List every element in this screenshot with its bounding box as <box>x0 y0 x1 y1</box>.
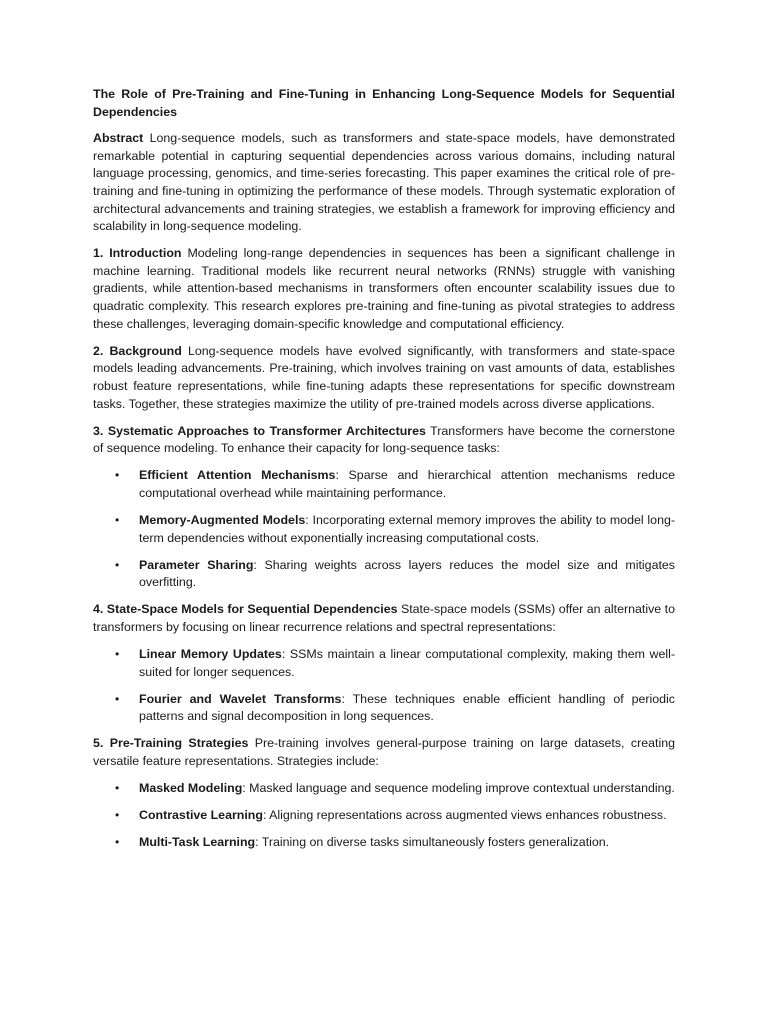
bullet-icon: • <box>115 781 120 796</box>
section-text: Modeling long-range dependencies in sequences has been a significant challenge in machine learning. Traditional models like recurrent neural networks (RNNs) struggle with vanishing gradients, while attention-based mechanisms in transformers often encounter scalability issues due to quadratic complexity. This research explores pre-training and fine-tuning as pivotal strategies to address these challenges, leveraging domain-specific knowledge and computational efficiency. <box>93 246 675 331</box>
list-item <box>93 646 675 681</box>
bullet-icon: • <box>115 468 120 483</box>
section-pre-training-strategies <box>93 735 675 770</box>
list-item-text: : SSMs maintain a linear computational complexity, making them well-suited for longer sequences. <box>139 647 675 679</box>
bullet-list <box>93 467 675 592</box>
list-item <box>93 512 675 547</box>
section-transformer-architectures <box>93 423 675 458</box>
abstract-text: Long-sequence models, such as transformers and state-space models, have demonstrated remarkable potential in capturing sequential dependencies across various domains, including natural language processing, genomics, and time-series forecasting. This paper examines the critical role of pre-training and fine-tuning in optimizing the performance of these models. Through systematic exploration of architectural advancements and training strategies, we establish a framework for improving efficiency and scalability in long-sequence modeling. <box>93 131 675 234</box>
section-text: Long-sequence models have evolved significantly, with transformers and state-space models leading advancements. Pre-training, which involves training on vast amounts of data, establishes robust feature representations, while fine-tuning adapts these representations for specific downstream tasks. Together, these strategies maximize the utility of pre-trained models across diverse applications. <box>93 343 675 411</box>
list-item-text: : Masked language and sequence modeling improve contextual understanding. <box>242 781 675 796</box>
list-item-term: Masked Modeling <box>139 781 243 796</box>
bullet-icon: • <box>115 557 120 572</box>
bullet-list <box>93 646 675 726</box>
section-text: State-space models (SSMs) offer an alternative to transformers by focusing on linear recurrence relations and spectral representations: <box>93 602 675 634</box>
list-item-term: Multi-Task Learning <box>139 835 256 850</box>
list-item-text: : Sharing weights across layers reduces the model size and mitigates overfitting. <box>139 557 675 590</box>
section-heading: 2. Background <box>93 343 182 358</box>
bullet-icon: • <box>115 647 120 662</box>
section-background <box>93 343 675 413</box>
bullet-icon: • <box>115 512 120 527</box>
list-item <box>93 780 675 798</box>
bullet-icon: • <box>115 808 120 823</box>
section-text: Pre-training involves general-purpose training on large datasets, creating versatile feature representations. Strategies include: <box>93 736 675 768</box>
list-item-text: : Incorporating external memory improves the ability to model long-term dependencies without exponentially increasing computational costs. <box>139 512 675 545</box>
list-item <box>93 557 675 592</box>
paper-title: The Role of Pre-Training and Fine-Tuning in Enhancing Long-Sequence Models for Sequential Dependencies <box>93 87 675 119</box>
list-item-text: : Sparse and hierarchical attention mechanisms reduce computational overhead while maintaining performance. <box>139 468 676 500</box>
list-item <box>93 691 675 726</box>
list-item-term: Memory-Augmented Models <box>139 512 306 527</box>
list-item-text: : Training on diverse tasks simultaneously fosters generalization. <box>255 835 610 850</box>
section-heading: 5. Pre-Training Strategies <box>93 736 249 751</box>
list-item-text: : Aligning representations across augmented views enhances robustness. <box>262 808 667 823</box>
bullet-icon: • <box>115 835 120 850</box>
list-item-term: Parameter Sharing <box>139 557 254 572</box>
section-heading: 4. State-Space Models for Sequential Dependencies <box>93 602 398 617</box>
section-heading: 3. Systematic Approaches to Transformer Architectures <box>93 423 426 438</box>
abstract-paragraph <box>93 130 675 236</box>
list-item <box>93 834 675 852</box>
abstract-heading: Abstract <box>93 131 144 146</box>
list-item-term: Linear Memory Updates <box>139 647 282 662</box>
list-item-text: : These techniques enable efficient handling of periodic patterns and signal decomposition in long sequences. <box>139 691 675 724</box>
bullet-icon: • <box>115 691 120 706</box>
bullet-list <box>93 780 675 852</box>
section-introduction <box>93 245 675 333</box>
list-item <box>93 807 675 825</box>
document-page <box>93 86 675 861</box>
section-text: Transformers have become the cornerstone of sequence modeling. To enhance their capacity for long-sequence tasks: <box>93 423 676 456</box>
list-item-term: Contrastive Learning <box>139 808 263 823</box>
list-item <box>93 467 675 502</box>
section-state-space-models <box>93 601 675 636</box>
list-item-term: Efficient Attention Mechanisms <box>139 468 336 483</box>
list-item-term: Fourier and Wavelet Transforms <box>139 691 342 706</box>
section-heading: 1. Introduction <box>93 246 182 261</box>
